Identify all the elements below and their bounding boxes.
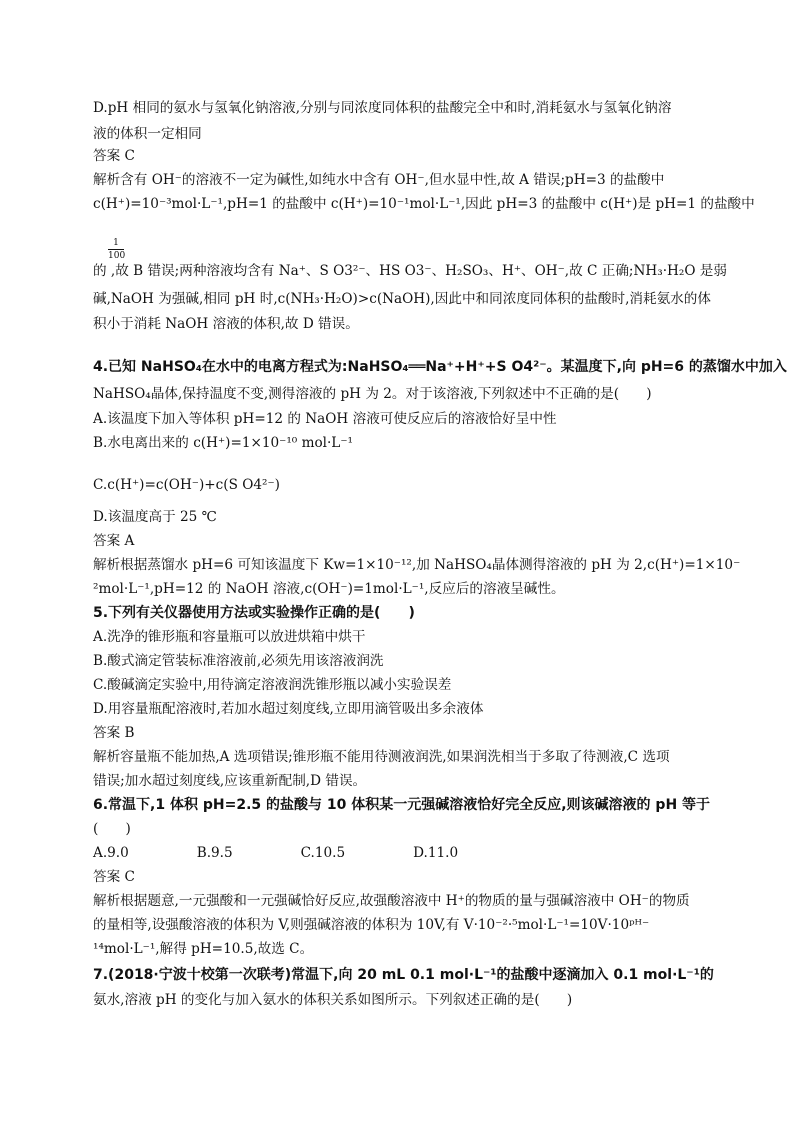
- analysis-line: c(H⁺)=10⁻³mol·L⁻¹,pH=1 的盐酸中 c(H⁺)=10⁻¹mol·L⁻¹,因此 pH=3 的盐酸中 c(H⁺)是 pH=1 的盐酸中: [93, 196, 755, 212]
- analysis-line: 积小于消耗 NaOH 溶液的体积,故 D 错误。: [93, 316, 359, 332]
- analysis-line: 错误;加水超过刻度线,应该重新配制,D 错误。: [93, 773, 367, 789]
- fraction-denominator: 100: [108, 251, 126, 261]
- option-c: C.c(H⁺)=c(OH⁻)+c(S O4²⁻): [93, 477, 280, 493]
- options-row: A.9.0 B.9.5 C.10.5 D.11.0: [93, 845, 459, 861]
- question-5: 5.下列有关仪器使用方法或实验操作正确的是( ): [93, 605, 415, 621]
- option-b: B.酸式滴定管装标准溶液前,必须先用该溶液润洗: [93, 653, 384, 669]
- question-4-line-2: NaHSO₄晶体,保持温度不变,测得溶液的 pH 为 2。对于该溶液,下列叙述中不正确的是( ): [93, 386, 652, 402]
- answer-label: 答案 A: [93, 533, 135, 549]
- option-d-line-2: 液的体积一定相同: [93, 126, 202, 142]
- analysis-line: 解析容量瓶不能加热,A 选项错误;锥形瓶不能用待测液润洗,如果润洗相当于多取了待测液,C 选项: [93, 749, 670, 765]
- analysis-line: 的 ,故 B 错误;两种溶液均含有 Na⁺、S O3²⁻、HS O3⁻、H₂SO₃、H⁺、OH⁻,故 C 正确;NH₃·H₂O 是弱: [93, 263, 727, 279]
- analysis-line: ¹⁴mol·L⁻¹,解得 pH=10.5,故选 C。: [93, 941, 314, 957]
- fraction-numerator: 1: [113, 238, 119, 248]
- analysis-line: 解析根据蒸馏水 pH=6 可知该温度下 Kw=1×10⁻¹²,加 NaHSO₄晶体测得溶液的 pH 为 2,c(H⁺)=1×10⁻: [93, 557, 741, 573]
- analysis-line: 碱,NaOH 为强碱,相同 pH 时,c(NH₃·H₂O)>c(NaOH),因此中和同浓度同体积的盐酸时,消耗氨水的体: [93, 291, 711, 307]
- option-d: D.用容量瓶配溶液时,若加水超过刻度线,立即用滴管吸出多余液体: [93, 701, 484, 717]
- analysis-line: 解析含有 OH⁻的溶液不一定为碱性,如纯水中含有 OH⁻,但水显中性,故 A 错误;pH=3 的盐酸中: [93, 172, 665, 188]
- answer-label: 答案 C: [93, 869, 135, 885]
- answer-label: 答案 B: [93, 725, 135, 741]
- question-4: 4.已知 NaHSO₄在水中的电离方程式为:NaHSO₄══Na⁺+H⁺+S O4²⁻。某温度下,向 pH=6 的蒸馏水中加入: [93, 359, 787, 375]
- answer-label: 答案 C: [93, 148, 135, 164]
- fraction: [108, 238, 124, 261]
- option-d-line-1: D.pH 相同的氨水与氢氧化钠溶液,分别与同浓度同体积的盐酸完全中和时,消耗氨水与氢氧化钠溶: [93, 100, 672, 116]
- analysis-line: ²mol·L⁻¹,pH=12 的 NaOH 溶液,c(OH⁻)=1mol·L⁻¹,反应后的溶液呈碱性。: [93, 581, 565, 597]
- analysis-line: 的量相等,设强酸溶液的体积为 V,则强碱溶液的体积为 10V,有 V·10⁻²·⁵mol·L⁻¹=10V·10ᵖᴴ⁻: [93, 917, 650, 933]
- question-6-line-2: ( ): [93, 821, 131, 837]
- option-a: A.该温度下加入等体积 pH=12 的 NaOH 溶液可使反应后的溶液恰好呈中性: [93, 411, 557, 427]
- question-7-line-2: 氨水,溶液 pH 的变化与加入氨水的体积关系如图所示。下列叙述正确的是( ): [93, 992, 573, 1008]
- question-7: 7.(2018·宁波十校第一次联考)常温下,向 20 mL 0.1 mol·L⁻¹的盐酸中逐滴加入 0.1 mol·L⁻¹的: [93, 967, 714, 983]
- option-d: D.该温度高于 25 ℃: [93, 509, 217, 525]
- option-a: A.洗净的锥形瓶和容量瓶可以放进烘箱中烘干: [93, 629, 366, 645]
- analysis-line: 解析根据题意,一元强酸和一元强碱恰好反应,故强酸溶液中 H⁺的物质的量与强碱溶液中 OH⁻的物质: [93, 893, 690, 909]
- option-c: C.酸碱滴定实验中,用待滴定溶液润洗锥形瓶以减小实验误差: [93, 677, 452, 693]
- question-6: 6.常温下,1 体积 pH=2.5 的盐酸与 10 体积某一元强碱溶液恰好完全反应,则该碱溶液的 pH 等于: [93, 797, 711, 813]
- option-b: B.水电离出来的 c(H⁺)=1×10⁻¹⁰ mol·L⁻¹: [93, 435, 353, 451]
